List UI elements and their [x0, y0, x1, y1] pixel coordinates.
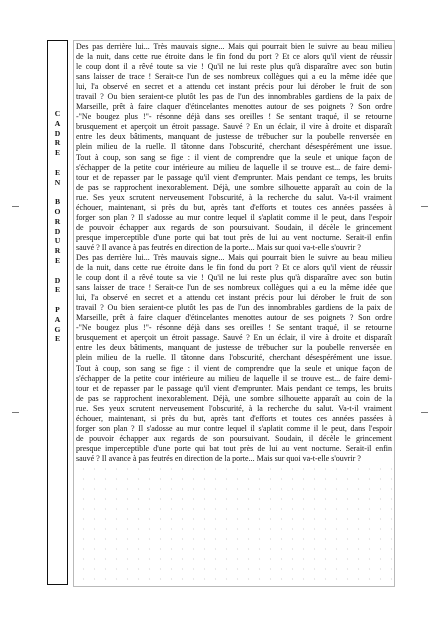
right-margin-mark-lower [421, 412, 428, 413]
title-letter: O [54, 206, 61, 216]
text-line: brusquement et aperçoit un étroit passage. Sauvé ? En un éclair, il vire à droite et disparaît [76, 122, 392, 132]
title-letter: N [54, 177, 61, 187]
title-letter: P [55, 304, 60, 314]
text-line: presque imperceptible d'une porte qui bat tout près de lui au vent nocturne. Serait-il enfin [76, 232, 392, 242]
text-line: sans laisser de trace ! Serait-ce l'un de ses nombreux collègues qui a eu la même idée que [76, 72, 392, 82]
text-line: rue. Ses yeux scrutent nerveusement l'obscurité, à la recherche du salut. Va-t-il vraiment [76, 403, 392, 413]
title-letter: D [54, 128, 61, 138]
text-line: -"Ne bougez plus !"- résonne déjà dans ses oreilles ! Se sentant traqué, il se retourne [76, 323, 392, 333]
text-line: Marseille, prêt à faire claquer d'étincelantes menottes autour de ses poignets ? Son ordre [76, 102, 392, 112]
text-line: échouer, maintenant, si près du but, après tant d'efforts et toutes ces années passées à [76, 202, 392, 212]
text-line: sauvé ? Il avance à pas feutrés en direction de la porte... Mais sur quoi va-t-elle s'ouvrir ? [76, 453, 361, 463]
text-line: Tout à coup, son sang se fige : il vient de comprendre que la seule et unique façon de [76, 363, 392, 373]
text-line: travail ? Ou bien seraient-ce plutôt les pas de l'un des innombrables gardiens de la paix de [76, 92, 392, 102]
vertical-title [48, 109, 67, 344]
text-line: Tout à coup, son sang se fige : il vient de comprendre que la seule et unique façon de [76, 152, 392, 162]
text-line: tour et de repasser par le passage qu'il vient d'emprunter. Mais pendant ce temps, les bruits [76, 172, 392, 182]
text-line: s'échapper de la petite cour intérieure au milieu de laquelle il se trouve est... de faire demi- [76, 162, 392, 172]
text-line: Des pas derrière lui... Très mauvais signe... Mais qui pourrait bien le suivre au beau milieu [76, 252, 392, 262]
text-line: brusquement et aperçoit un étroit passage. Sauvé ? En un éclair, il vire à droite et disparaît [76, 333, 392, 343]
title-letter: C [54, 109, 61, 118]
text-line: de pas se rapprochent inexorablement. Déjà, une sombre silhouette apparaît au coin de la [76, 393, 392, 403]
title-letter: D [54, 275, 61, 285]
title-letter: E [54, 285, 61, 295]
text-line: forger son plan ? Il s'adosse au mur contre lequel il s'aplatit comme il le peut, dans l'espoir [76, 423, 392, 433]
text-line: travail ? Ou bien seraient-ce plutôt les pas de l'un des innombrables gardiens de la paix de [76, 303, 392, 313]
text-line: de la nuit, dans cette rue étroite dans le fin fond du port ? Et ce alors qu'il vient de réussir [76, 263, 392, 273]
title-letter: R [54, 246, 61, 256]
title-letter: R [54, 216, 61, 226]
text-line: lui, l'a observé en secret et a attendu cet instant précis pour lui dérober le fruit de son [76, 293, 392, 303]
body-text [76, 42, 392, 464]
text-line: plein milieu de la ruelle. Il tâtonne dans l'obscurité, cherchant désespérément une issue. [76, 142, 392, 152]
text-line: de la nuit, dans cette rue étroite dans le fin fond du port ? Et ce alors qu'il vient de réussir [76, 52, 392, 62]
left-margin-mark-lower [12, 412, 19, 413]
text-line: -"Ne bougez plus !"- résonne déjà dans ses oreilles ! Se sentant traqué, il se retourne [76, 112, 392, 122]
right-margin-mark-upper [421, 206, 428, 207]
text-line: sans laisser de trace ! Serait-ce l'un de ses nombreux collègues qui a eu la même idée que [76, 283, 392, 293]
left-margin-mark-upper [12, 206, 19, 207]
text-line: forger son plan ? Il s'adosse au mur contre lequel il s'aplatit comme il le peut, dans l'espoir [76, 212, 392, 222]
title-letter: G [54, 324, 61, 334]
text-line: de pouvoir échapper aux regards de son poursuivant. Soudain, il décèle le grincement [76, 433, 392, 443]
title-letter: U [54, 236, 61, 246]
text-line: presque imperceptible d'une porte qui bat tout près de lui au vent nocturne. Serait-il enfin [76, 443, 392, 453]
text-line: plein milieu de la ruelle. Il tâtonne dans l'obscurité, cherchant désespérément une issue. [76, 353, 392, 363]
text-line: Marseille, prêt à faire claquer d'étincelantes menottes autour de ses poignets ? Son ordre [76, 313, 392, 323]
title-letter: E [54, 334, 61, 344]
text-line: tour et de repasser par le passage qu'il vient d'emprunter. Mais pendant ce temps, les bruits [76, 383, 392, 393]
text-frame [73, 40, 395, 587]
text-line: Des pas derrière lui... Très mauvais signe... Mais qui pourrait bien le suivre au beau milieu [76, 42, 392, 51]
side-title-frame [47, 40, 68, 585]
text-line: entre les deux bâtiments, manquant de justesse de trébucher sur la poubelle renversée en [76, 343, 392, 353]
text-line: échouer, maintenant, si près du but, après tant d'efforts et toutes ces années passées à [76, 413, 392, 423]
title-letter: A [54, 118, 61, 128]
title-letter: A [54, 314, 61, 324]
title-letter: E [54, 255, 61, 265]
text-line: s'échapper de la petite cour intérieure au milieu de laquelle il se trouve est... de faire demi- [76, 373, 392, 383]
text-line: sauvé ? Il avance à pas feutrés en direction de la porte... Mais sur quoi va-t-elle s'ouvrir ? [76, 242, 361, 252]
text-line: le coup dont il a rêvé toute sa vie ! Qu'il ne lui reste plus qu'à disparaître avec son butin [76, 273, 392, 283]
title-letter: E [54, 167, 61, 177]
text-line: de pouvoir échapper aux regards de son poursuivant. Soudain, il décèle le grincement [76, 222, 392, 232]
text-line: entre les deux bâtiments, manquant de justesse de trébucher sur la poubelle renversée en [76, 132, 392, 142]
text-line: le coup dont il a rêvé toute sa vie ! Qu'il ne lui reste plus qu'à disparaître avec son butin [76, 62, 392, 72]
title-letter: E [54, 148, 61, 158]
title-letter: D [54, 226, 61, 236]
text-line: rue. Ses yeux scrutent nerveusement l'obscurité, à la recherche du salut. Va-t-il vraiment [76, 192, 392, 202]
title-letter: B [54, 197, 61, 207]
text-line: de pas se rapprochent inexorablement. Déjà, une sombre silhouette apparaît au coin de la [76, 182, 392, 192]
title-letter: R [54, 138, 61, 148]
text-line: lui, l'a observé en secret et a attendu cet instant précis pour lui dérober le fruit de son [76, 82, 392, 92]
